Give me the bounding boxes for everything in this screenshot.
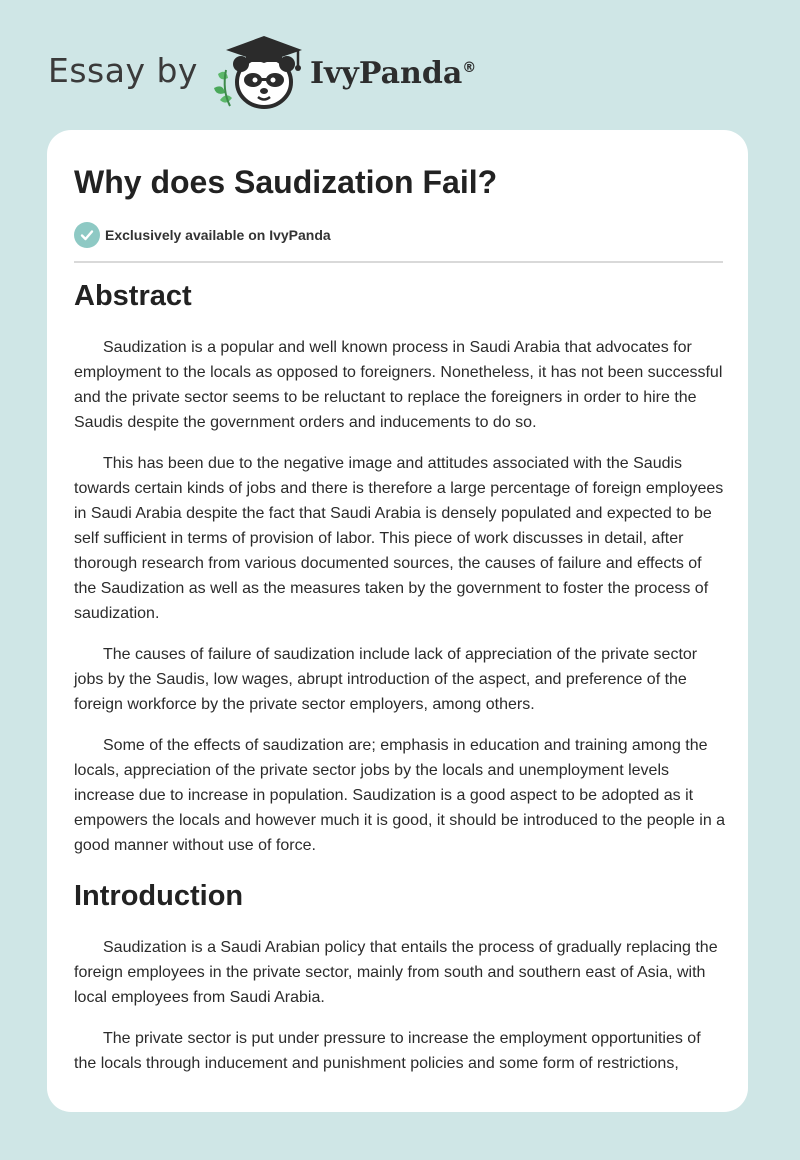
section-heading-abstract: Abstract	[74, 280, 192, 312]
section-heading-introduction: Introduction	[74, 880, 244, 912]
brand-header	[48, 30, 476, 110]
essay-body	[74, 280, 726, 1092]
page-title: Why does Saudization Fail?	[74, 164, 498, 200]
ivypanda-logo-icon	[212, 30, 306, 110]
paragraph: Saudization is a popular and well known process in Saudi Arabia that advocates for employment to the locals as opposed to foreigners. Nonetheless, it has not been successful and the private sector seems to be reluctant to replace the foreigners in order to hire the Saudis despite the government orders and inducements to do so.	[74, 339, 723, 431]
essay-card	[47, 130, 748, 1112]
divider	[74, 261, 723, 263]
check-circle-icon	[74, 222, 100, 248]
paragraph: Some of the effects of saudization are; emphasis in education and training among the locals, appreciation of the private sector jobs by the locals and unemployment levels increase due to increase in population. Saudization is a good aspect to be adopted as it empowers the locals and however much it is good, it should be introduced to the people in a good manner without use of force.	[74, 737, 726, 854]
paragraph: This has been due to the negative image and attitudes associated with the Saudis towards certain kinds of jobs and there is therefore a large percentage of foreign employees in Saudi Arabia despite the fact that Saudi Arabia is densely populated and expected to be self sufficient in terms of provision of labor. This piece of work discusses in detail, after thorough research from various documented sources, the causes of failure and effects of the Saudization as well as the measures taken by the government to foster the process of saudization.	[74, 455, 724, 622]
brand-name	[310, 56, 476, 91]
paragraph: Saudization is a Saudi Arabian policy that entails the process of gradually replacing the foreign employees in the private sector, mainly from south and southern east of Asia, with local employees from Saudi Arabia.	[74, 939, 718, 1006]
registered-mark: ®	[462, 59, 477, 76]
exclusive-badge	[74, 222, 331, 248]
paragraph: The causes of failure of saudization include lack of appreciation of the private sector jobs by the Saudis, low wages, abrupt introduction of the aspect, and preference of the foreign workforce by the private sector employers, among others.	[74, 646, 698, 713]
brand-name-text: IvyPanda	[309, 55, 463, 91]
brand-prefix: Essay by	[48, 50, 198, 90]
exclusive-badge-label: Exclusively available on IvyPanda	[105, 227, 331, 243]
paragraph: The private sector is put under pressure to increase the employment opportunities of the locals through inducement and punishment policies and some form of restrictions,	[74, 1030, 701, 1072]
